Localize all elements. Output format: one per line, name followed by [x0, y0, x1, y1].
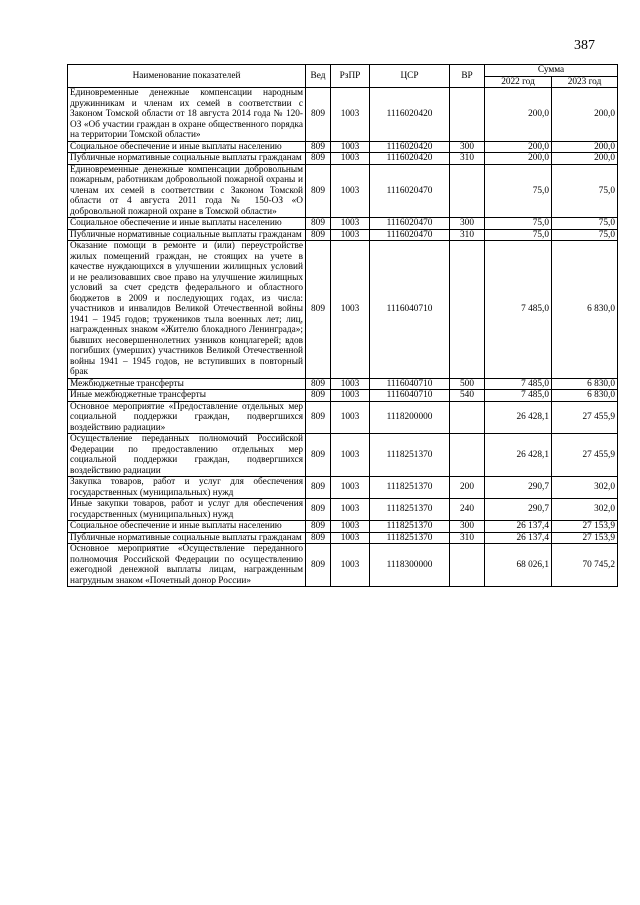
cell-csr: 1116020470 — [370, 229, 450, 241]
cell-rzpr: 1003 — [331, 521, 370, 533]
cell-2022: 75,0 — [485, 229, 552, 241]
cell-csr: 1116040710 — [370, 241, 450, 379]
cell-name: Основное мероприятие «Предоставление отдельных мер социальной поддержки граждан, подвергшихся воздействию радиации» — [68, 401, 306, 434]
cell-name: Закупка товаров, работ и услуг для обеспечения государственных (муниципальных) нужд — [68, 477, 306, 499]
header-row — [68, 65, 618, 77]
table-row — [68, 141, 618, 153]
cell-2022: 26 137,4 — [485, 532, 552, 544]
cell-2023: 6 830,0 — [552, 241, 618, 379]
header-vr: ВР — [450, 65, 485, 88]
header-sum: Сумма — [485, 65, 618, 77]
cell-vr — [450, 544, 485, 587]
cell-ved: 809 — [306, 477, 331, 499]
cell-2023: 302,0 — [552, 499, 618, 521]
cell-name: Публичные нормативные социальные выплаты гражданам — [68, 229, 306, 241]
cell-ved: 809 — [306, 229, 331, 241]
header-year-2022: 2022 год — [485, 76, 552, 88]
table-row — [68, 390, 618, 402]
cell-rzpr: 1003 — [331, 401, 370, 434]
cell-rzpr: 1003 — [331, 153, 370, 165]
cell-ved: 809 — [306, 521, 331, 533]
cell-csr: 1118300000 — [370, 544, 450, 587]
cell-2022: 75,0 — [485, 164, 552, 218]
cell-ved: 809 — [306, 141, 331, 153]
cell-name: Оказание помощи в ремонте и (или) переустройстве жилых помещений граждан, не стоящих на учете в качестве нуждающихся в улучшении жилищных условий и не реализовавших свое право на улучшение жилищных условий за счет средств федерального и областного бюджетов в 2009 и последующих годах, из числа: участников и инвалидов Великой Отечественной войны 1941 – 1945 годов; тружеников тыла военных лет; лиц, награжденных знаком «Жителю блокадного Ленинграда»; бывших несовершеннолетних узников концлагерей; вдов погибших (умерших) участников Великой Отечественной войны 1941 – 1945 годов, не вступивших в повторный брак — [68, 241, 306, 379]
cell-ved: 809 — [306, 390, 331, 402]
cell-rzpr: 1003 — [331, 241, 370, 379]
table-body — [68, 88, 618, 587]
cell-rzpr: 1003 — [331, 544, 370, 587]
cell-csr: 1116040710 — [370, 390, 450, 402]
table-row — [68, 88, 618, 142]
cell-2023: 200,0 — [552, 141, 618, 153]
header-rzpr: РзПР — [331, 65, 370, 88]
cell-2022: 75,0 — [485, 218, 552, 230]
cell-2022: 200,0 — [485, 88, 552, 142]
table-row — [68, 153, 618, 165]
cell-2022: 26 428,1 — [485, 434, 552, 477]
cell-name: Единовременные денежные компенсации добровольным пожарным, работникам добровольной пожарной охраны и членам их семей в соответствии с Законом Томской области от 4 августа 2011 года № 150-ОЗ «О добровольной пожарной охране в Томской области» — [68, 164, 306, 218]
cell-vr: 300 — [450, 218, 485, 230]
cell-vr: 310 — [450, 532, 485, 544]
cell-rzpr: 1003 — [331, 477, 370, 499]
header-name: Наименование показателей — [68, 65, 306, 88]
cell-2022: 68 026,1 — [485, 544, 552, 587]
cell-2023: 27 153,9 — [552, 532, 618, 544]
cell-2022: 200,0 — [485, 141, 552, 153]
cell-name: Единовременные денежные компенсации народным дружинникам и членам их семей в соответствии с Законом Томской области от 18 августа 2014 года № 120-ОЗ «Об участии граждан в охране общественного порядка на территории Томской области» — [68, 88, 306, 142]
cell-rzpr: 1003 — [331, 164, 370, 218]
cell-vr: 200 — [450, 477, 485, 499]
cell-ved: 809 — [306, 241, 331, 379]
cell-name: Социальное обеспечение и иные выплаты населению — [68, 218, 306, 230]
table-row — [68, 532, 618, 544]
cell-rzpr: 1003 — [331, 434, 370, 477]
table-row — [68, 544, 618, 587]
cell-ved: 809 — [306, 434, 331, 477]
cell-vr: 300 — [450, 141, 485, 153]
table-row — [68, 218, 618, 230]
cell-csr: 1116040710 — [370, 378, 450, 390]
cell-vr — [450, 401, 485, 434]
cell-ved: 809 — [306, 532, 331, 544]
cell-csr: 1116020420 — [370, 153, 450, 165]
cell-csr: 1116020470 — [370, 218, 450, 230]
cell-rzpr: 1003 — [331, 141, 370, 153]
table-row — [68, 499, 618, 521]
table-row — [68, 241, 618, 379]
cell-2023: 6 830,0 — [552, 390, 618, 402]
cell-rzpr: 1003 — [331, 390, 370, 402]
cell-vr: 540 — [450, 390, 485, 402]
cell-2023: 302,0 — [552, 477, 618, 499]
cell-2022: 290,7 — [485, 477, 552, 499]
cell-csr: 1118251370 — [370, 477, 450, 499]
cell-rzpr: 1003 — [331, 499, 370, 521]
cell-csr: 1118200000 — [370, 401, 450, 434]
header-ved: Вед — [306, 65, 331, 88]
cell-rzpr: 1003 — [331, 229, 370, 241]
cell-ved: 809 — [306, 499, 331, 521]
cell-name: Социальное обеспечение и иные выплаты населению — [68, 521, 306, 533]
cell-vr: 310 — [450, 153, 485, 165]
cell-2023: 75,0 — [552, 218, 618, 230]
cell-vr: 500 — [450, 378, 485, 390]
cell-vr: 300 — [450, 521, 485, 533]
cell-vr: 310 — [450, 229, 485, 241]
cell-2023: 75,0 — [552, 164, 618, 218]
cell-csr: 1116020420 — [370, 88, 450, 142]
header-csr: ЦСР — [370, 65, 450, 88]
cell-vr: 240 — [450, 499, 485, 521]
cell-2022: 200,0 — [485, 153, 552, 165]
cell-name: Публичные нормативные социальные выплаты гражданам — [68, 153, 306, 165]
cell-ved: 809 — [306, 164, 331, 218]
page-number: 387 — [574, 38, 595, 53]
cell-2023: 200,0 — [552, 153, 618, 165]
cell-csr: 1118251370 — [370, 521, 450, 533]
cell-vr — [450, 164, 485, 218]
table-row — [68, 434, 618, 477]
cell-2022: 7 485,0 — [485, 378, 552, 390]
cell-2023: 27 153,9 — [552, 521, 618, 533]
cell-name: Иные межбюджетные трансферты — [68, 390, 306, 402]
cell-2023: 75,0 — [552, 229, 618, 241]
cell-ved: 809 — [306, 153, 331, 165]
cell-csr: 1118251370 — [370, 434, 450, 477]
header-year-2023: 2023 год — [552, 76, 618, 88]
cell-name: Основное мероприятие «Осуществление переданного полномочия Российской Федерации по осуществлению ежегодной денежной выплаты лицам, награжденным нагрудным знаком «Почетный донор России» — [68, 544, 306, 587]
cell-2023: 70 745,2 — [552, 544, 618, 587]
table-row — [68, 401, 618, 434]
cell-rzpr: 1003 — [331, 378, 370, 390]
cell-2022: 7 485,0 — [485, 241, 552, 379]
cell-csr: 1118251370 — [370, 532, 450, 544]
cell-rzpr: 1003 — [331, 218, 370, 230]
budget-table — [67, 64, 618, 587]
cell-name: Осуществление переданных полномочий Российской Федерации по предоставлению отдельных мер социальной поддержки граждан, подвергшихся воздействию радиации — [68, 434, 306, 477]
cell-ved: 809 — [306, 544, 331, 587]
table-row — [68, 521, 618, 533]
cell-csr: 1116020470 — [370, 164, 450, 218]
cell-ved: 809 — [306, 218, 331, 230]
cell-2023: 27 455,9 — [552, 401, 618, 434]
cell-ved: 809 — [306, 88, 331, 142]
cell-2022: 290,7 — [485, 499, 552, 521]
table-row — [68, 164, 618, 218]
table-row — [68, 477, 618, 499]
cell-rzpr: 1003 — [331, 88, 370, 142]
cell-name: Межбюджетные трансферты — [68, 378, 306, 390]
cell-ved: 809 — [306, 401, 331, 434]
cell-name: Социальное обеспечение и иные выплаты населению — [68, 141, 306, 153]
cell-csr: 1116020420 — [370, 141, 450, 153]
cell-csr: 1118251370 — [370, 499, 450, 521]
cell-2023: 27 455,9 — [552, 434, 618, 477]
cell-2022: 7 485,0 — [485, 390, 552, 402]
cell-name: Публичные нормативные социальные выплаты гражданам — [68, 532, 306, 544]
cell-ved: 809 — [306, 378, 331, 390]
cell-2022: 26 137,4 — [485, 521, 552, 533]
cell-2023: 200,0 — [552, 88, 618, 142]
cell-vr — [450, 241, 485, 379]
cell-vr — [450, 434, 485, 477]
cell-vr — [450, 88, 485, 142]
table-row — [68, 229, 618, 241]
cell-rzpr: 1003 — [331, 532, 370, 544]
cell-2023: 6 830,0 — [552, 378, 618, 390]
cell-2022: 26 428,1 — [485, 401, 552, 434]
cell-name: Иные закупки товаров, работ и услуг для обеспечения государственных (муниципальных) нужд — [68, 499, 306, 521]
table-row — [68, 378, 618, 390]
